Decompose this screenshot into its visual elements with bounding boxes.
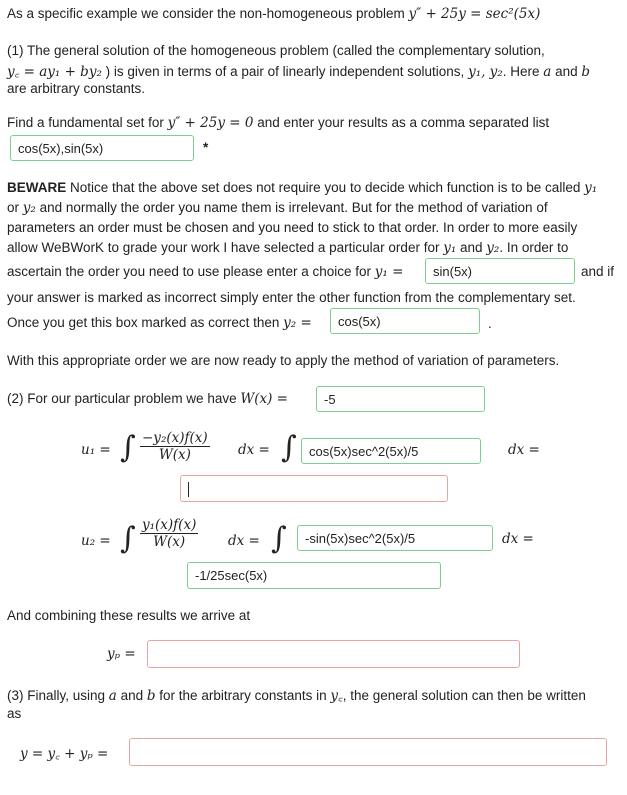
part1-line3: are arbitrary constants. <box>7 81 146 96</box>
y1-equals: y₁ = <box>374 264 404 280</box>
u1-fraction <box>140 430 210 463</box>
part3-yc: y꜀ <box>330 688 343 704</box>
u2-denominator: W(x) <box>153 534 186 550</box>
text-cursor <box>188 482 189 497</box>
part1-here: . Here <box>502 64 544 79</box>
beware-y1: y₁ <box>584 180 598 196</box>
homogeneous-equation: y″ + 25y = 0 <box>167 115 254 131</box>
beware-text1: Notice that the above set does not require you to decide which function is to be called <box>66 180 585 195</box>
integral-sign-u1: ∫ <box>120 430 136 465</box>
part1-and: and <box>551 64 582 79</box>
u1-numerator: −y₂(x)f(x) <box>142 430 208 446</box>
u2-numerator: y₁(x)f(x) <box>142 517 197 533</box>
solutions-y1-y2: y₁, y₂ <box>468 64 503 80</box>
u2-result-input[interactable]: -1/25sec(5x) <box>187 562 441 589</box>
part3-text-a: (3) Finally, using <box>7 688 109 703</box>
beware-line3: parameters an order must be chosen and you need to stick to that order. In order to more easily <box>7 220 578 235</box>
u2-fraction <box>140 517 198 550</box>
beware-y2: y₂ <box>22 200 36 216</box>
fundamental-prompt <box>7 115 549 131</box>
part3-and: and <box>116 688 147 703</box>
beware-text2b: and normally the order you name them is irrelevant. But for the method of variation of <box>35 200 548 215</box>
u1-label: u₁ = <box>81 442 111 458</box>
u2-dx: dx = <box>228 533 260 549</box>
complementary-formula: y꜀ = ay₁ + by₂ <box>7 64 102 80</box>
beware-text7a: Once you get this box marked as correct then <box>7 315 284 330</box>
part3-const-a: a <box>108 688 117 704</box>
combining-text: And combining these results we arrive at <box>7 608 251 623</box>
intro-equation: y″ + 25y = sec²(5x) <box>408 6 541 22</box>
y2-equals: y₂ = <box>283 315 312 331</box>
wronskian-equals: W(x) = <box>240 391 288 407</box>
part3-const-b: b <box>146 688 156 704</box>
beware-line7 <box>7 315 312 331</box>
const-b: b <box>581 64 590 80</box>
beware-y1-b: y₁ <box>443 240 457 256</box>
u1-result-input[interactable] <box>180 475 448 502</box>
beware-line4 <box>7 240 568 256</box>
part2-text <box>7 391 288 407</box>
part3-text-b: for the arbitrary constants in <box>155 688 331 703</box>
yp-input[interactable] <box>147 640 520 668</box>
u1-integrand-input[interactable]: cos(5x)sec^2(5x)/5 <box>301 438 481 464</box>
integral-sign-u2-right: ∫ <box>271 521 287 556</box>
general-solution-input[interactable] <box>129 738 607 766</box>
beware-line6: your answer is marked as incorrect simply enter the other function from the complementary set. <box>7 290 576 305</box>
variation-intro: With this appropriate order we are now ready to apply the method of variation of parameters. <box>7 353 560 368</box>
integral-sign-u1-right: ∫ <box>281 430 297 465</box>
part3-line2: as <box>7 706 22 721</box>
beware-text4b: and <box>456 240 487 255</box>
beware-line5 <box>7 264 403 280</box>
beware-text5a: ascertain the order you need to use please enter a choice for <box>7 264 375 279</box>
intro-sentence: As a specific example we consider the non-homogeneous problem <box>7 6 409 21</box>
y2-choice-input[interactable]: cos(5x) <box>330 308 480 334</box>
part3-line1 <box>7 686 586 704</box>
beware-y2-b: y₂ <box>486 240 500 256</box>
beware-line2 <box>7 200 548 216</box>
integral-sign-u2: ∫ <box>120 521 136 556</box>
u1-dx: dx = <box>238 442 270 458</box>
fundamental-prompt-b: and enter your results as a comma separated list <box>253 115 550 130</box>
u2-integrand-input[interactable]: -sin(5x)sec^2(5x)/5 <box>297 525 493 551</box>
fundamental-set-input[interactable]: cos(5x),sin(5x) <box>10 135 194 161</box>
part1-line1: (1) The general solution of the homogeneous problem (called the complementary solution, <box>7 43 545 58</box>
part3-text-c: , the general solution can then be written <box>342 688 586 703</box>
yp-label: yₚ = <box>107 646 136 662</box>
beware-title: BEWARE <box>7 180 67 195</box>
part1-line2 <box>7 62 590 80</box>
u1-dx-right: dx = <box>508 442 540 458</box>
y2-period: . <box>488 316 492 331</box>
fundamental-prompt-a: Find a fundamental set for <box>7 115 168 130</box>
beware-text4c: . In order to <box>499 240 569 255</box>
beware-and-if: and if <box>581 264 615 279</box>
wronskian-input[interactable]: -5 <box>316 386 485 412</box>
part2-sentence: (2) For our particular problem we have <box>7 391 241 406</box>
const-a: a <box>543 64 552 80</box>
beware-text2a: or <box>7 200 23 215</box>
beware-text4a: allow WeBWorK to grade your work I have selected a particular order for <box>7 240 444 255</box>
u2-label: u₂ = <box>81 533 111 549</box>
required-star: * <box>203 140 209 155</box>
y1-choice-input[interactable]: sin(5x) <box>425 258 575 284</box>
u1-denominator: W(x) <box>158 447 191 463</box>
u2-dx-right: dx = <box>502 531 534 547</box>
intro-text <box>7 6 540 22</box>
beware-line1 <box>7 180 597 196</box>
general-solution-label: y = y꜀ + yₚ = <box>20 746 109 762</box>
part1-text: ) is given in terms of a pair of linearly independent solutions, <box>101 64 469 79</box>
